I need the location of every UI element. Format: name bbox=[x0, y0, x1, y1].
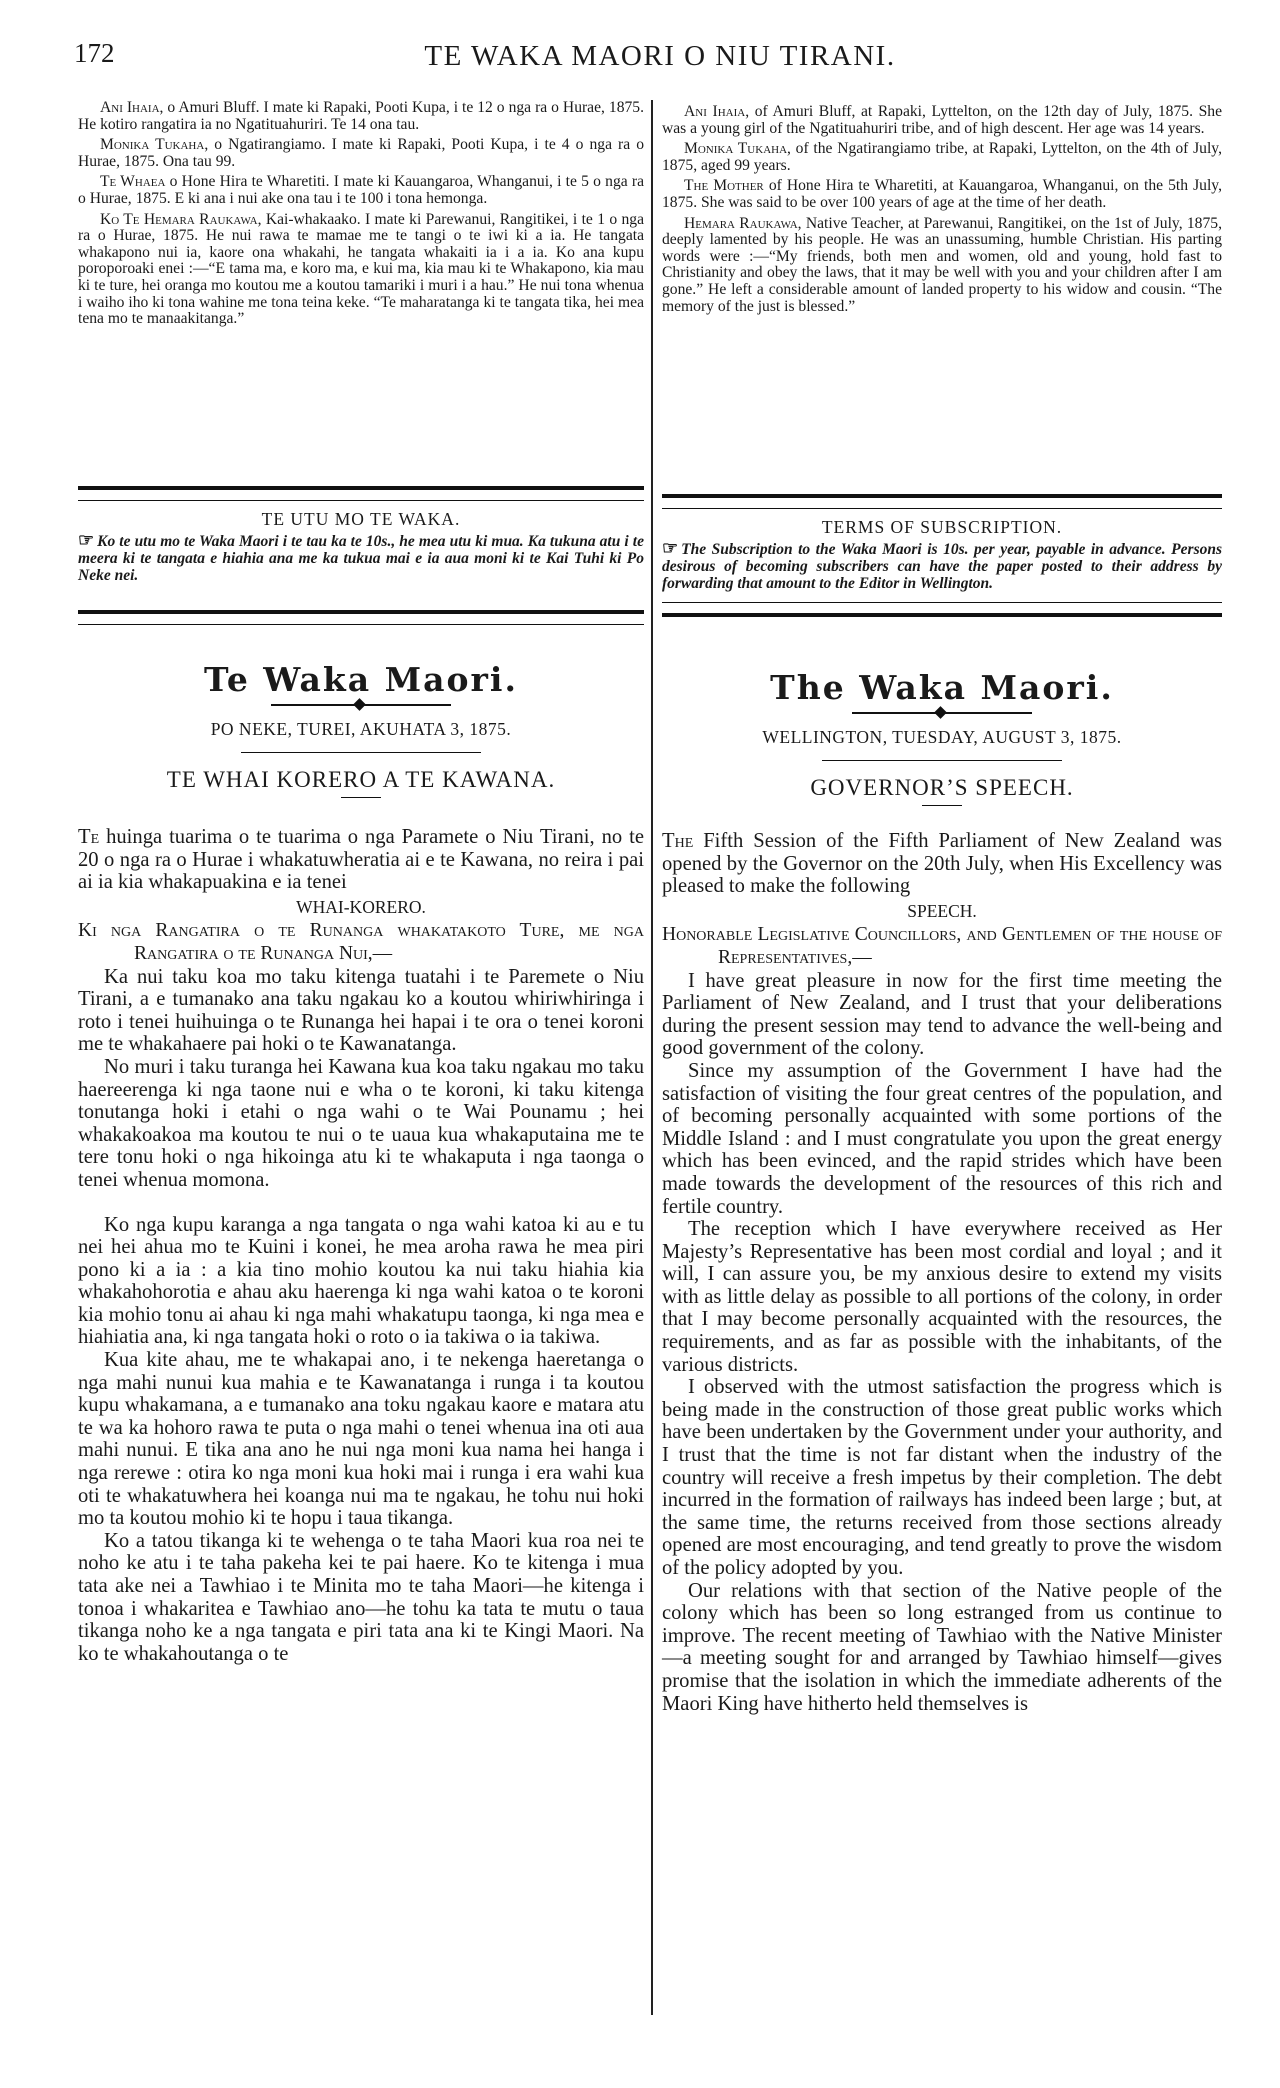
subhead: SPEECH. bbox=[907, 900, 977, 921]
paragraph: I observed with the utmost satisfaction the progress which is being made in the construction of those great public works which have been undertaken by the Government under your authority, and I trust that the time is not far distant when the industry of the country will receive a fresh impetus by their completion. The debt incurred in the formation of railways has indeed been large ; but, at the same time, the returns received from those sections already opened are most encouraging, and tend greatly to prove the wisdom of the policy adopted by you. bbox=[662, 1376, 1222, 1579]
address-line: Ki nga Rangatira o te Runanga whakatakoto Ture, me nga Rangatira o te Runanga Nui,— bbox=[78, 920, 644, 964]
intro-paragraph bbox=[662, 830, 1222, 898]
masthead: The Waka Maori. bbox=[770, 668, 1114, 707]
obituary-name: Ani Ihaia bbox=[100, 99, 160, 116]
rule bbox=[341, 797, 381, 798]
notice-text: Ko te utu mo te Waka Maori i te tau ka te 10s., he mea utu ki mua. Ka tukuna atu i te meera ki te tangata e hiahia ana me ka tukua mai e ia aua moni ki te Kai Tuhi ki Po Neke nei. bbox=[78, 533, 644, 584]
obituary-name: Te Whaea bbox=[100, 173, 166, 191]
left-article-body bbox=[78, 826, 644, 1665]
intro-lead: Te bbox=[78, 826, 100, 848]
paragraph: Our relations with that section of the Native people of the colony which has been so long estranged from us continue to improve. The recent meeting of Tawhiao with the Native Minister—a meeting sought for and arranged by Tawhiao himself—gives promise that the isolation in which the immediate adherents of the Maori King have hitherto held themselves is bbox=[662, 1579, 1222, 1715]
obituary-name: Hemara Raukawa bbox=[684, 214, 798, 232]
paragraph: Ka nui taku koa mo taku kitenga tuatahi i te Paremete o Niu Tirani, a e tumanako ana taku ngakau ko a koutou whiriwhiringa i roto i tenei huihuinga o te Runanga hei hapai i te ora o tenei koroni me te whakahaere pai hoki o te Kawanatanga. bbox=[78, 965, 644, 1056]
obituary-text: , Native Teacher, at Parewanui, Rangitikei, on the 1st of July, 1875, deeply lamented by his people. He was an unassuming, humble Christian. His parting words were :—“My friends, both men and women, old and young, hold fast to Christianity and obey the laws, that it may be well with you and your children after I am gone.” He left a considerable amount of landed property to his widow and cousin. “The memory of the just is blessed.” bbox=[662, 214, 1222, 315]
obituary-name: Monika Tukaha bbox=[684, 140, 788, 158]
subhead: WHAI-KORERO. bbox=[296, 896, 426, 917]
obituary bbox=[662, 216, 1222, 316]
obituary-text: , Kai-whakaako. I mate ki Parewanui, Rangitikei, i te 1 o nga ra o Hurae, 1875. He nui rawa te mamae me te tangi o te iwi ki a ia. He tangata whakapono nui ia, kaore ona whakahi, he tangata whakaiti ia i a ia. Ko ana kupu poroporoaki enei :—“E tama ma, e koro ma, e kui ma, kia mau ki te Whakapono, kia mau ki te ture, hei oranga mo koutou me a koutou tamariki i muri i a hau.” He nui tona whenua i waiho iho ki tona wahine me tona teina keke. “Te maharatanga ki te tangata tika, hei mea tena mo te manaakitanga.” bbox=[78, 210, 644, 328]
pointing-hand-icon: ☞ bbox=[78, 530, 95, 550]
paragraph: Ko nga kupu karanga a nga tangata o nga wahi katoa ki au e tu nei hei ahua mo te Kuini i konei, he mea aroha rawa he mea piri pono ki a ia : a kia tino mohio koutou ka nui taku hiahia kia whakahohorotia e ahau aku haerenga ki nga wahi katoa o te koroni kia mohio tonu ai ahau ki nga mahi whakatupu taonga, ki nga mea e hiahiatia ana, ki nga tangata hoki o roto o ia takiwa o ia takiwa. bbox=[78, 1213, 644, 1349]
obituary-name: Ani Ihaia bbox=[684, 103, 746, 120]
paragraph: I have great pleasure in now for the first time meeting the Parliament of New Zealand, and I trust that your deliberations during the present session may tend to advance the well-being and good government of the colony. bbox=[662, 969, 1222, 1060]
rule bbox=[822, 760, 1062, 761]
running-title: TE WAKA MAORI O NIU TIRANI. bbox=[424, 40, 896, 72]
page-number: 172 bbox=[74, 38, 115, 68]
double-rule bbox=[78, 610, 644, 625]
double-rule bbox=[78, 486, 644, 501]
address-line: Honorable Legislative Councillors, and Gentlemen of the house of Representatives,— bbox=[662, 924, 1222, 968]
dateline: PO NEKE, TUREI, AKUHATA 3, 1875. bbox=[210, 719, 512, 739]
intro-paragraph bbox=[78, 826, 644, 894]
left-obituaries bbox=[78, 100, 644, 332]
pointing-hand-icon: ☞ bbox=[662, 538, 679, 558]
intro-lead: The bbox=[662, 830, 694, 852]
obituary-text: o Hone Hira te Wharetiti. I mate ki Kauangaroa, Whanganui, i te 5 o nga ra o Hurae, 1875. E ki ana i nui ake ona tau i te 100 i tona hemonga. bbox=[78, 173, 644, 207]
obituary-text: of Hone Hira te Wharetiti, at Kauangaroa, Whanganui, on the 5th July, 1875. She was said to be over 100 years of age at the time of her death. bbox=[662, 177, 1222, 211]
obituary-text: , o Amuri Bluff. I mate ki Rapaki, Pooti Kupa, i te 12 o nga ra o Hurae, 1875. He kotiro rangatira ia no Ngatituahuriri. Te 14 ona tau. bbox=[78, 99, 644, 133]
headline: TE WHAI KORERO A TE KAWANA. bbox=[166, 767, 556, 792]
obituary-text: , of Amuri Bluff, at Rapaki, Lyttelton, on the 12th day of July, 1875. She was a young girl of the Ngatituahuriri tribe, and of high descent. Her age was 14 years. bbox=[662, 103, 1222, 137]
paragraph: No muri i taku turanga hei Kawana kua koa taku ngakau mo taku haereerenga ki nga taone nui e wha o te koroni, ki taku kitenga tonutanga hoki i etahi o nga wahi o te Wai Pounamu ; hei whakakoakoa ma koutou te nui o te uaua kua whakaputaina me te tere tonu hoki o nga hikoinga atu ki te whakaputa i nga taonga o tenei whenua momona. bbox=[78, 1055, 644, 1191]
obituary bbox=[662, 178, 1222, 211]
obituary bbox=[662, 104, 1222, 137]
headline: GOVERNOR’S SPEECH. bbox=[810, 775, 1074, 800]
diamond-rule bbox=[271, 701, 451, 709]
obituary-name: Monika Tukaha bbox=[100, 136, 205, 154]
obituary-text: , of the Ngatirangiamo tribe, at Rapaki, Lyttelton, on the 4th of July, 1875, aged 99 years. bbox=[662, 140, 1222, 174]
dateline: WELLINGTON, TUESDAY, AUGUST 3, 1875. bbox=[762, 727, 1122, 747]
masthead: Te Waka Maori. bbox=[204, 660, 518, 699]
obituary bbox=[78, 100, 644, 133]
notice-text: The Subscription to the Waka Maori is 10s. per year, payable in advance. Persons desirous of becoming subscribers can have the paper posted to their address by forwarding that amount to the Editor in Wellington. bbox=[662, 541, 1222, 592]
right-masthead-block bbox=[662, 668, 1222, 810]
obituary bbox=[78, 174, 644, 207]
obituary bbox=[78, 212, 644, 328]
paragraph: The reception which I have everywhere received as Her Majesty’s Representative has been most cordial and loyal ; and it will, I can assure you, be my anxious desire to extend my visits with as little delay as possible to all portions of the colony, in order that I may become personally acquainted with the resources, the requirements, and as far as possible with the inhabitants, of the various districts. bbox=[662, 1218, 1222, 1376]
right-article-body bbox=[662, 830, 1222, 1715]
paragraph: Ko a tatou tikanga ki te wehenga o te taha Maori kua roa nei te noho ke atu i te taha pakeha kei te pai haere. Ko te kitenga i mua tata ake nei a Tawhiao i te Minita mo te taha Maori—he kitenga i tonoa i whakaritea e Tawhiao ano—he tohu ka tata te mutu o taua tikanga noho ke a nga tangata e piri tata ana ki te Kingi Maori. Na ko te whakahoutanga o te bbox=[78, 1529, 644, 1665]
rule bbox=[922, 805, 962, 806]
double-rule bbox=[662, 602, 1222, 617]
notice-title: TERMS OF SUBSCRIPTION. bbox=[821, 517, 1063, 537]
obituary-name: The Mother bbox=[684, 177, 764, 195]
rule bbox=[241, 752, 481, 753]
obituary bbox=[662, 141, 1222, 174]
obituary-text: , o Ngatirangiamo. I mate ki Rapaki, Pooti Kupa, i te 4 o nga ra o Hurae, 1875. Ona tau 99. bbox=[78, 136, 644, 170]
paragraph: Since my assumption of the Government I have had the satisfaction of visiting the four great centres of the population, and of becoming personally acquainted with some portions of the Middle Island : and I must congratulate you upon the great energy which has been evinced, and the rapid strides which have been made towards the development of the resources of this rich and fertile country. bbox=[662, 1059, 1222, 1218]
right-obituaries bbox=[662, 104, 1222, 319]
obituary bbox=[78, 137, 644, 170]
intro-text: huinga tuarima o te tuarima o nga Paramete o Niu Tirani, no te 20 o nga ra o Hurae i whakatuwheratia ai e te Kawana, no reira i pai ai ia kia whakapuakina e ia tenei bbox=[78, 826, 644, 894]
left-masthead-block bbox=[78, 660, 644, 802]
double-rule bbox=[662, 494, 1222, 509]
paragraph: Kua kite ahau, me te whakapai ano, i te nekenga haeretanga o nga mahi nunui kua mahia e te Kawanatanga i runga i ta koutou kupu whakamana, a e tumanako ana toku ngakau kaore e matara atu te wa ka hohoro rawa te puta o nga mahi o tenei whenua ina oti aua mahi nunui. E tika ana ano he nui nga moni kua nama hei hanga i nga rerewe : otira ko nga moni kua hoki mai i runga i era wahi kua oti te whakatuwhera hei koanga nui ma te ngakau, he tohu nui hoki mo ta koutou mohio ki te hopu i taua tikanga. bbox=[78, 1349, 644, 1530]
left-subscription-notice bbox=[78, 486, 644, 625]
notice-title: TE UTU MO TE WAKA. bbox=[261, 509, 461, 529]
intro-text: Fifth Session of the Fifth Parliament of New Zealand was opened by the Governor on the 20th July, when His Excellency was pleased to make the following bbox=[662, 830, 1222, 898]
diamond-rule bbox=[852, 709, 1032, 717]
column-divider bbox=[651, 100, 653, 2015]
right-subscription-notice bbox=[662, 494, 1222, 617]
obituary-name: Ko Te Hemara Raukawa bbox=[100, 210, 258, 228]
